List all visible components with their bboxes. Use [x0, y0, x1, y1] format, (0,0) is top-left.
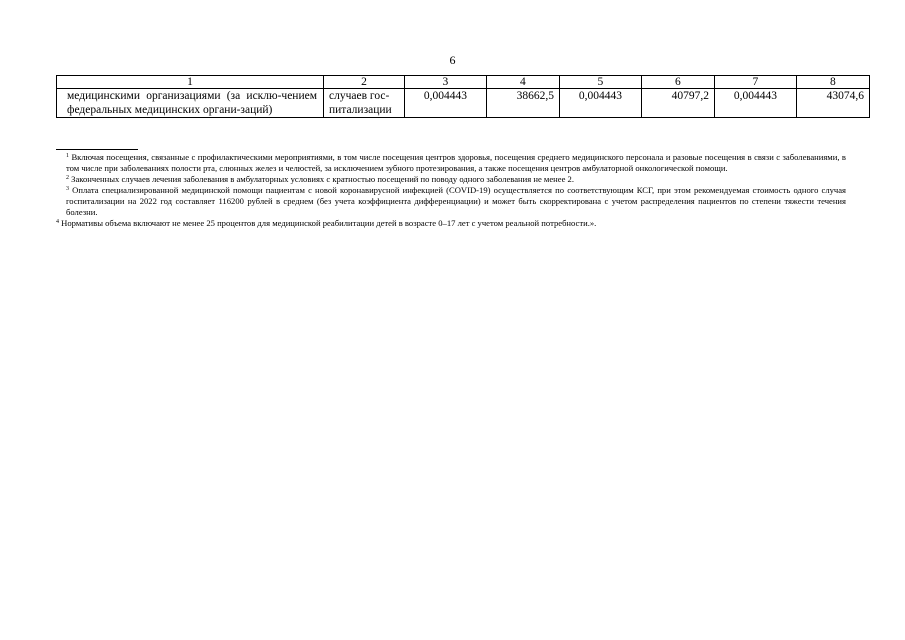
value-cell-7: 0,004443	[714, 89, 796, 118]
footnote-4-text: Нормативы объема включают не менее 25 процентов для медицинской реабилитации детей в возрасте 0–17 лет с учетом реальной потребности.».	[61, 218, 597, 228]
footnote-separator	[56, 149, 138, 150]
row-unit-cell: случаев гос-питализации	[324, 89, 405, 118]
column-number-3: 3	[405, 76, 487, 89]
table-row	[57, 89, 870, 118]
column-number-6: 6	[641, 76, 714, 89]
value-cell-6: 40797,2	[641, 89, 714, 118]
footnote-1	[56, 152, 846, 174]
column-number-4: 4	[486, 76, 559, 89]
row-name-cell: медицинскими организациями (за исклю-чением федеральных медицинских органи-заций)	[57, 89, 324, 118]
footnote-3	[56, 185, 846, 218]
norms-table	[56, 75, 870, 118]
value-cell-8: 43074,6	[796, 89, 869, 118]
footnote-3-mark: 3	[66, 186, 69, 192]
footnote-2-mark: 2	[66, 175, 69, 181]
value-cell-3: 0,004443	[405, 89, 487, 118]
column-number-1: 1	[57, 76, 324, 89]
value-cell-4: 38662,5	[486, 89, 559, 118]
page-number: 6	[449, 53, 456, 67]
table-header-row	[57, 76, 870, 89]
footnote-3-text: Оплата специализированной медицинской помощи пациентам с новой коронавирусной инфекцией (COVID-19) осуществляется по соответствующим КСГ, при этом рекомендуемая стоимость одного случая госпитализации на 2022 год составляет 116200 рублей в среднем (без учета коэффициента дифференциации) и может быть скорректирована с учетом распределения пациентов по степени тяжести течения болезни.	[66, 185, 846, 217]
column-number-8: 8	[796, 76, 869, 89]
footnote-4	[56, 218, 846, 229]
column-number-5: 5	[559, 76, 641, 89]
footnote-2	[56, 174, 846, 185]
footnotes	[56, 152, 846, 229]
column-number-2: 2	[324, 76, 405, 89]
footnote-4-mark: 4	[56, 219, 59, 225]
footnote-1-text: Включая посещения, связанные с профилактическими мероприятиями, в том числе посещения центров здоровья, посещения среднего медицинского персонала и разовые посещения в связи с заболеваниями, в том числе при заболеваниях полости рта, слюнных желез и челюстей, за исключением зубного протезирования, а также посещения центров амбулаторной онкологической помощи.	[66, 152, 846, 173]
footnote-1-mark: 1	[66, 153, 69, 159]
value-cell-5: 0,004443	[559, 89, 641, 118]
footnote-2-text: Законченных случаев лечения заболевания в амбулаторных условиях с кратностью посещений по поводу одного заболевания не менее 2.	[71, 174, 574, 184]
column-number-7: 7	[714, 76, 796, 89]
